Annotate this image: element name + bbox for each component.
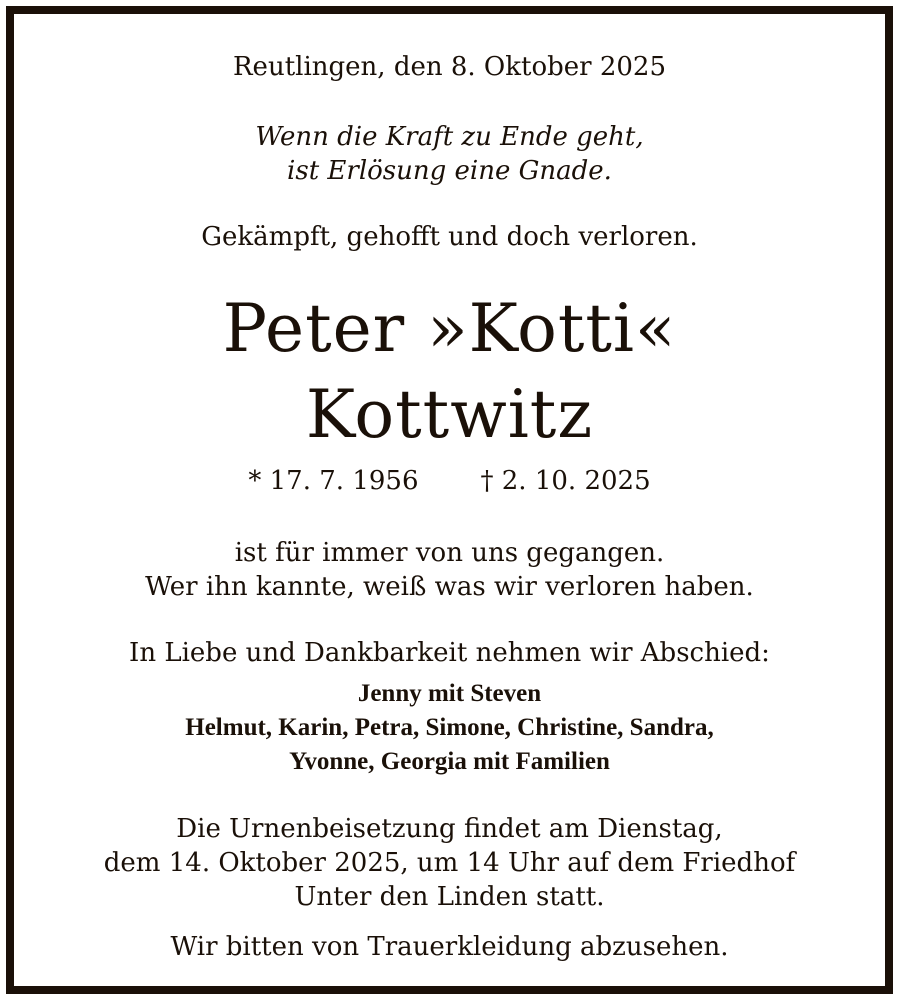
farewell-intro: In Liebe und Dankbarkeit nehmen wir Abschied:: [129, 638, 770, 668]
obituary-frame: [6, 6, 893, 994]
place-date: Reutlingen, den 8. Oktober 2025: [232, 52, 666, 82]
motto: Gekämpft, gehofft und doch verloren.: [201, 222, 698, 252]
quote-line-2: ist Erlösung eine Gnade.: [287, 156, 612, 186]
mourners-line-1: Jenny mit Steven: [357, 680, 542, 707]
message-line-2: Wer ihn kannte, weiß was wir verloren haben.: [145, 572, 754, 602]
message-line-1: ist für immer von uns gegangen.: [234, 538, 665, 568]
death-date: † 2. 10. 2025: [480, 466, 651, 496]
deceased-name-line-2: Kottwitz: [305, 376, 594, 453]
mourners-line-3: Yvonne, Georgia mit Familien: [289, 748, 610, 775]
quote-line-1: Wenn die Kraft zu Ende geht,: [255, 122, 644, 152]
dress-request: Wir bitten von Trauerkleidung abzusehen.: [170, 932, 729, 962]
burial-line-1: Die Urnenbeisetzung findet am Dienstag,: [176, 814, 723, 844]
burial-line-3: Unter den Linden statt.: [294, 882, 605, 912]
burial-line-2: dem 14. Oktober 2025, um 14 Uhr auf dem Friedhof: [103, 848, 796, 878]
mourners-line-2: Helmut, Karin, Petra, Simone, Christine, Sandra,: [185, 714, 714, 741]
life-dates: [14, 466, 885, 496]
birth-date: * 17. 7. 1956: [248, 466, 419, 496]
deceased-name-line-1: Peter »Kotti«: [222, 290, 677, 367]
